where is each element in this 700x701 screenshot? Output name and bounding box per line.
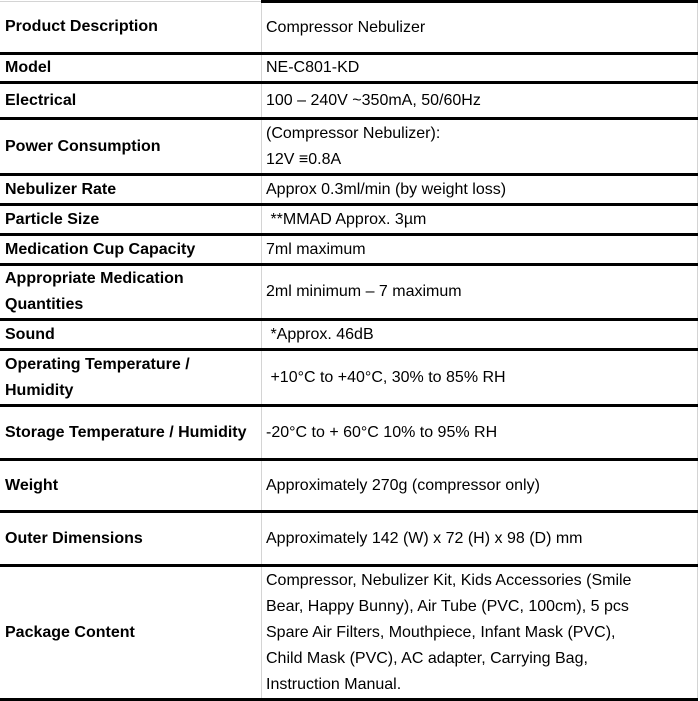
spec-label: Particle Size (0, 205, 262, 235)
spec-value-line: -20°C to + 60°C 10% to 95% RH (266, 423, 498, 441)
spec-label: Storage Temperature / Humidity (0, 406, 262, 460)
spec-value-line: Instruction Manual. (266, 675, 402, 693)
spec-label: Medication Cup Capacity (0, 235, 262, 265)
spec-value (262, 406, 698, 460)
spec-value-line: Bear, Happy Bunny), Air Tube (PVC, 100cm), 5 pcs (266, 597, 629, 615)
spec-value-line: *Approx. 46dB (266, 325, 374, 343)
spec-label: Nebulizer Rate (0, 175, 262, 205)
spec-value (262, 265, 698, 320)
spec-label: Model (0, 54, 262, 83)
spec-label: Appropriate Medication Quantities (0, 265, 262, 320)
spec-value-line: NE-C801-KD (266, 59, 360, 76)
spec-label: Product Description (0, 2, 262, 54)
spec-label: Sound (0, 320, 262, 350)
spec-row-electrical (0, 83, 698, 119)
spec-row-package-content (0, 566, 698, 700)
spec-label: Operating Temperature / Humidity (0, 350, 262, 406)
spec-value-line: 12V ≡0.8A (266, 150, 342, 168)
spec-row-appropriate-medication-quantities (0, 265, 698, 320)
spec-value-line: Approx 0.3ml/min (by weight loss) (266, 180, 507, 198)
spec-value-line: Child Mask (PVC), AC adapter, Carrying Bag, (266, 649, 588, 667)
spec-row-medication-cup-capacity (0, 235, 698, 265)
spec-row-weight (0, 460, 698, 512)
spec-row-model (0, 54, 698, 83)
spec-value (262, 119, 698, 175)
specifications-table-body (0, 2, 698, 700)
spec-row-power-consumption (0, 119, 698, 175)
spec-row-outer-dimensions (0, 512, 698, 566)
spec-value (262, 2, 698, 54)
spec-value (262, 235, 698, 265)
spec-label: Package Content (0, 566, 262, 700)
spec-label: Electrical (0, 83, 262, 119)
spec-row-product-description (0, 2, 698, 54)
spec-row-storage-temperature (0, 406, 698, 460)
spec-value-line: Spare Air Filters, Mouthpiece, Infant Mask (PVC), (266, 623, 616, 641)
spec-value-line: Compressor, Nebulizer Kit, Kids Accessories (Smile (266, 571, 632, 589)
spec-value-line: 7ml maximum (266, 240, 366, 258)
spec-value-line: Approximately 142 (W) x 72 (H) x 98 (D) mm (266, 529, 583, 547)
spec-value-line: **MMAD Approx. 3µm (266, 210, 427, 228)
spec-row-particle-size (0, 205, 698, 235)
spec-value-line: 100 – 240V ~350mA, 50/60Hz (266, 91, 481, 109)
spec-label: Outer Dimensions (0, 512, 262, 566)
spec-value-line: Approximately 270g (compressor only) (266, 476, 540, 494)
spec-label: Power Consumption (0, 119, 262, 175)
spec-row-sound (0, 320, 698, 350)
spec-value (262, 460, 698, 512)
spec-value-line: +10°C to +40°C, 30% to 85% RH (266, 368, 506, 386)
spec-value (262, 54, 698, 83)
spec-row-operating-temperature (0, 350, 698, 406)
spec-value-line: 2ml minimum – 7 maximum (266, 283, 462, 300)
spec-value (262, 175, 698, 205)
spec-value-line: Compressor Nebulizer (266, 18, 426, 36)
spec-label: Weight (0, 460, 262, 512)
spec-value (262, 566, 698, 700)
spec-value (262, 512, 698, 566)
spec-row-nebulizer-rate (0, 175, 698, 205)
spec-value (262, 83, 698, 119)
spec-value (262, 350, 698, 406)
spec-value (262, 205, 698, 235)
spec-value-line: (Compressor Nebulizer): (266, 124, 441, 142)
spec-value (262, 320, 698, 350)
